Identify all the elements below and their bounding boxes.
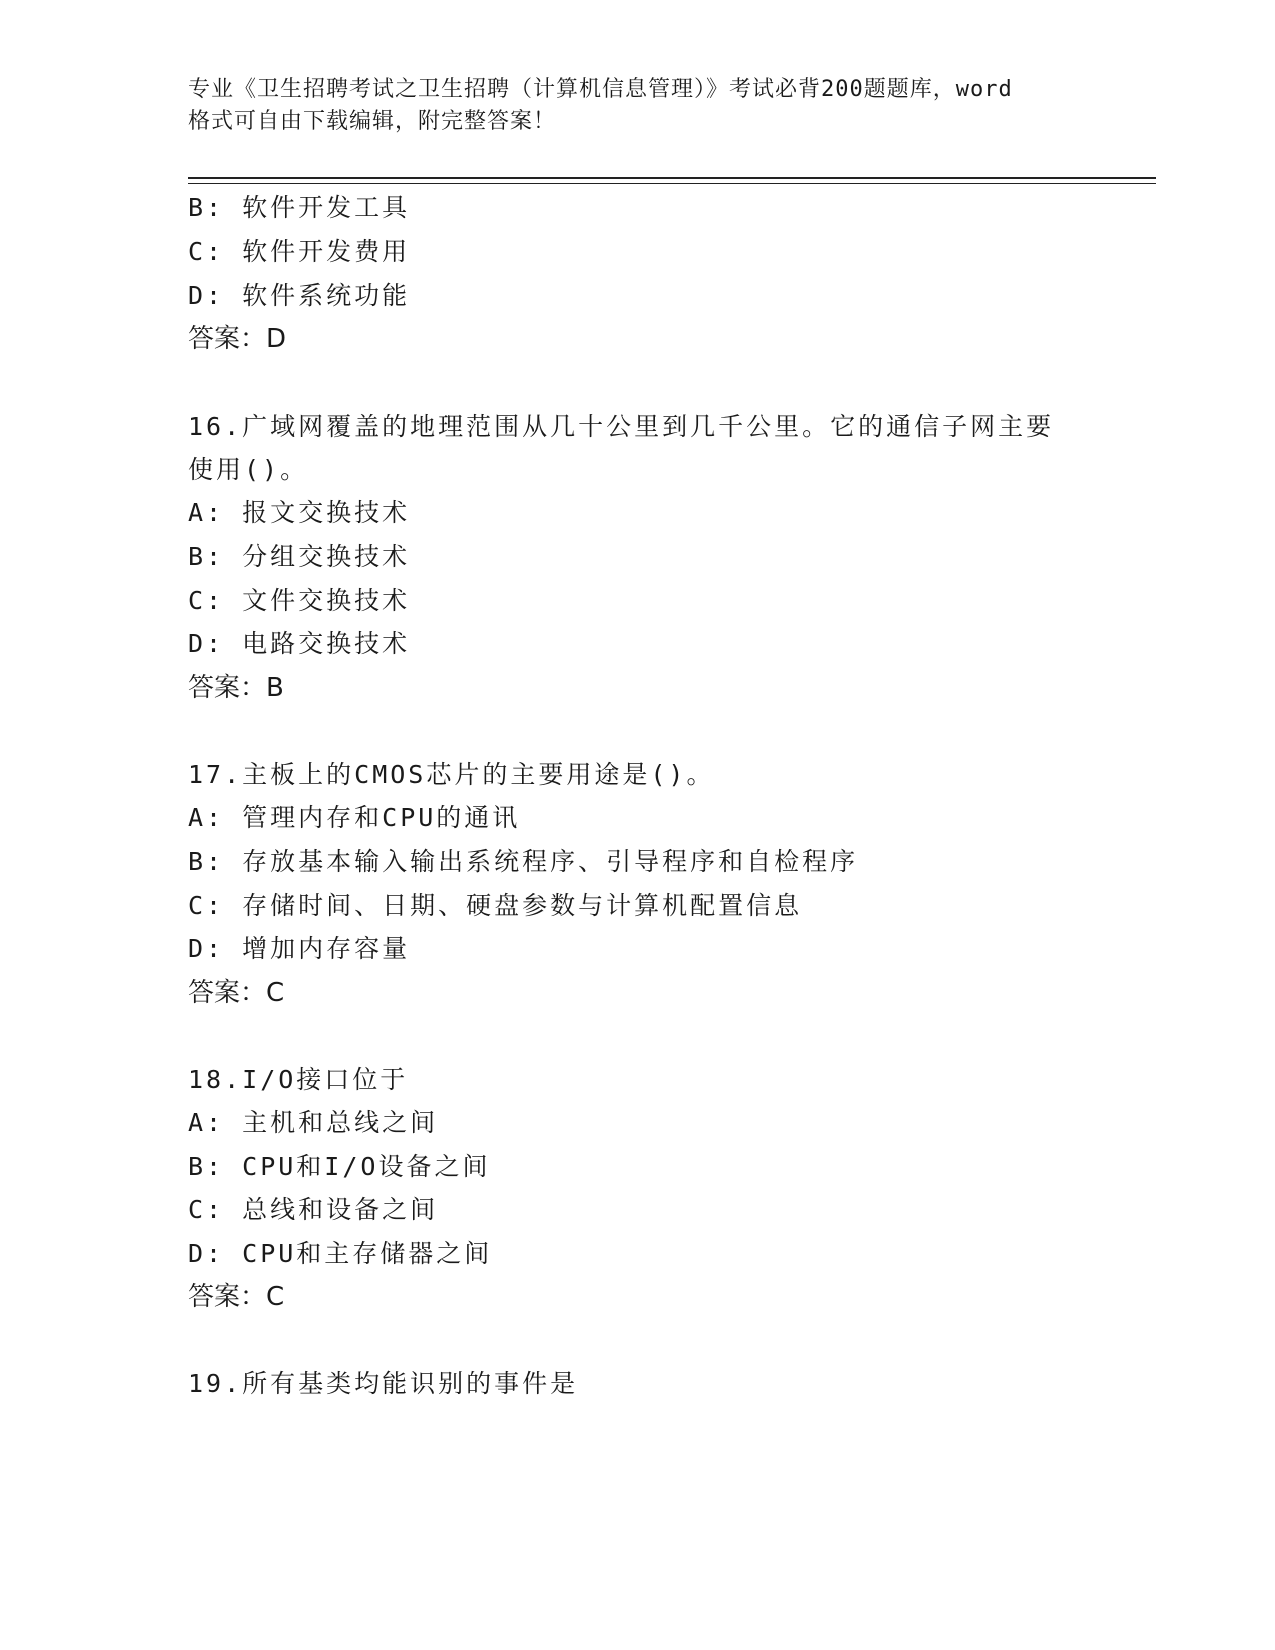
header-divider-thin bbox=[188, 183, 1156, 184]
q18-option-d: D: CPU和主存储器之间 bbox=[188, 1239, 493, 1268]
q18-answer: 答案：C bbox=[188, 1282, 285, 1312]
q19-stem: 19.所有基类均能识别的事件是 bbox=[188, 1369, 579, 1398]
header-title-line-2: 格式可自由下载编辑，附完整答案！ bbox=[188, 109, 557, 134]
q18-option-b: B: CPU和I/O设备之间 bbox=[188, 1152, 491, 1181]
q18-stem: 18.I/O接口位于 bbox=[188, 1065, 409, 1094]
q16-option-c: C: 文件交换技术 bbox=[188, 586, 411, 615]
q15-answer: 答案：D bbox=[188, 324, 287, 354]
q18-option-a: A: 主机和总线之间 bbox=[188, 1108, 439, 1137]
header-divider-thick bbox=[188, 177, 1156, 179]
q15-option-d: D: 软件系统功能 bbox=[188, 281, 411, 310]
q15-option-b: B: 软件开发工具 bbox=[188, 193, 411, 222]
q15-option-c: C: 软件开发费用 bbox=[188, 237, 411, 266]
q17-option-b: B: 存放基本输入输出系统程序、引导程序和自检程序 bbox=[188, 847, 859, 876]
q16-stem-line-1: 16.广域网覆盖的地理范围从几十公里到几千公里。它的通信子网主要 bbox=[188, 412, 1055, 441]
q18-option-c: C: 总线和设备之间 bbox=[188, 1195, 439, 1224]
q17-stem: 17.主板上的CMOS芯片的主要用途是()。 bbox=[188, 760, 715, 789]
header-title-line-1: 专业《卫生招聘考试之卫生招聘（计算机信息管理）》考试必背200题题库，word bbox=[188, 77, 1013, 102]
q16-option-d: D: 电路交换技术 bbox=[188, 629, 411, 658]
q16-stem-line-2: 使用()。 bbox=[188, 455, 309, 484]
q17-answer: 答案：C bbox=[188, 978, 285, 1008]
q17-option-a: A: 管理内存和CPU的通讯 bbox=[188, 803, 521, 832]
q17-option-c: C: 存储时间、日期、硬盘参数与计算机配置信息 bbox=[188, 891, 803, 920]
q16-option-a: A: 报文交换技术 bbox=[188, 498, 411, 527]
page-header bbox=[188, 74, 1088, 138]
q16-answer: 答案：B bbox=[188, 673, 284, 703]
q17-option-d: D: 增加内存容量 bbox=[188, 934, 411, 963]
q16-option-b: B: 分组交换技术 bbox=[188, 542, 411, 571]
